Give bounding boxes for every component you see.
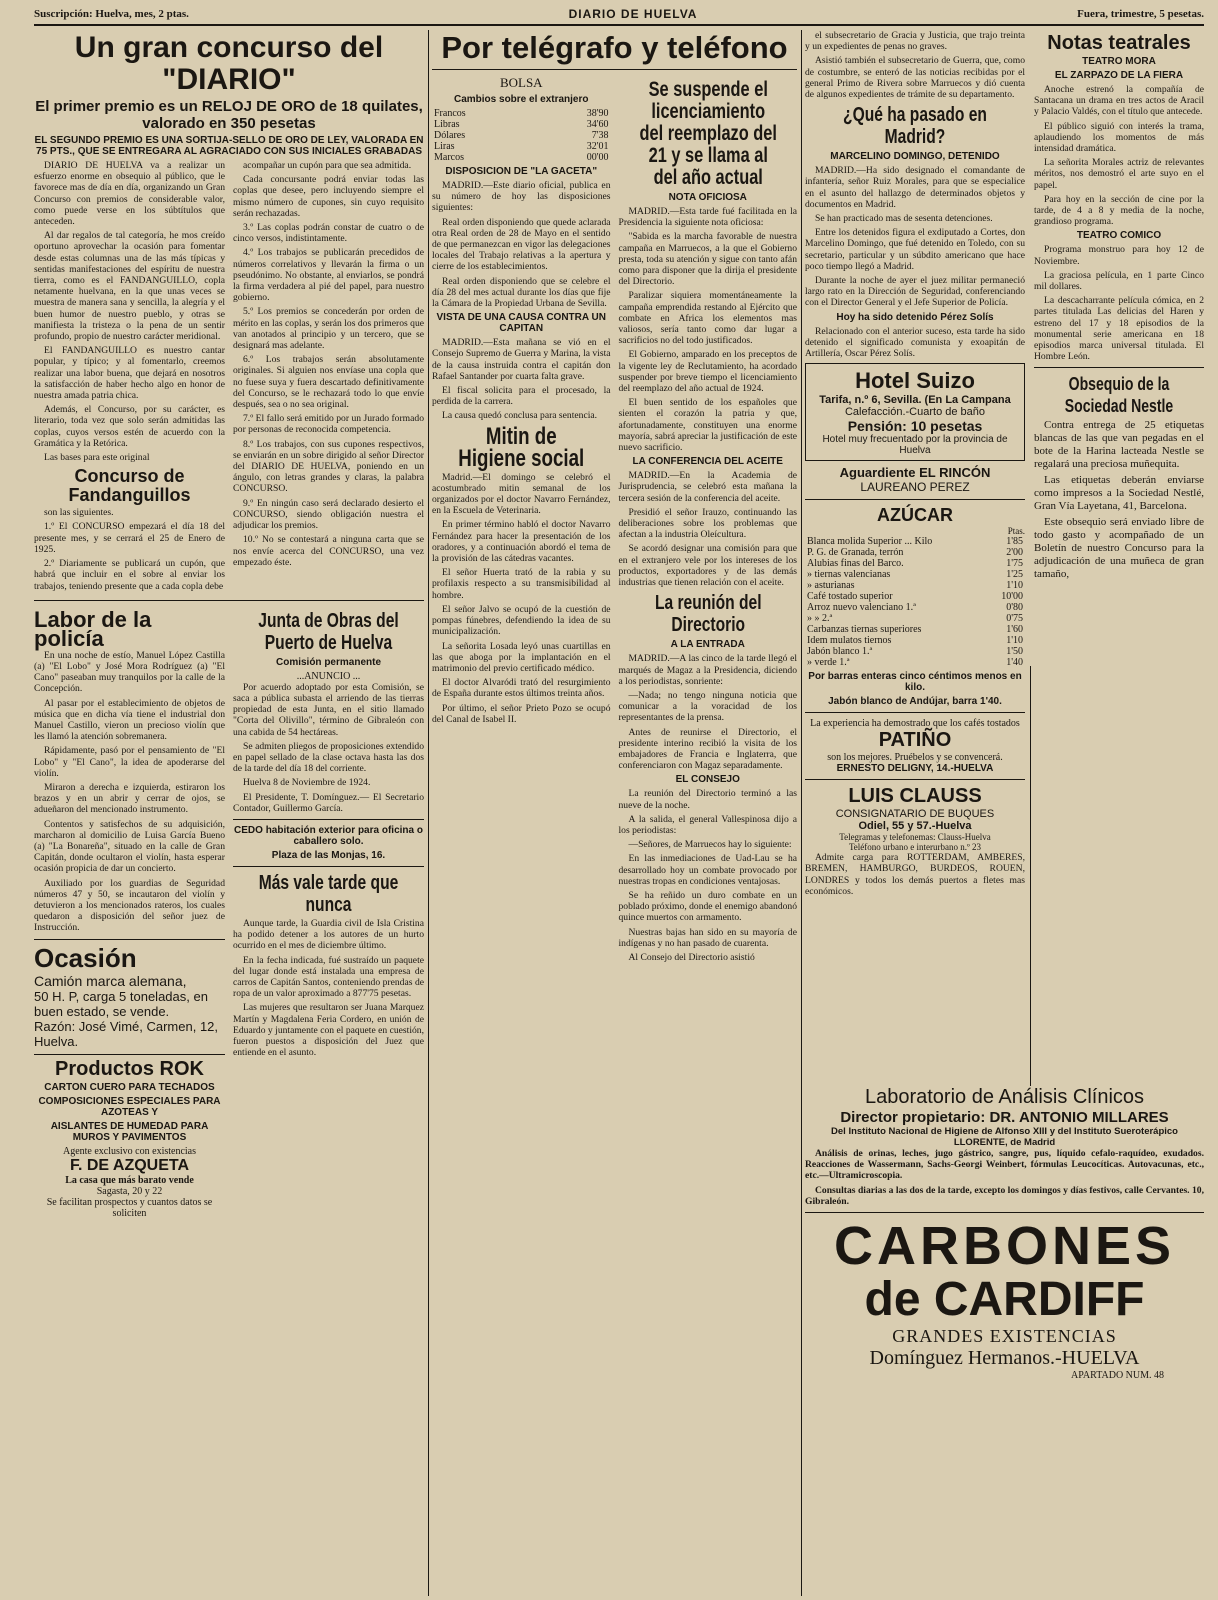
junta-sub: Comisión permanente [275,656,382,668]
mas-vale-title: Más vale tarde que nunca [258,871,399,916]
nestle-para: Las etiquetas deberán enviarse como impresos a la Sociedad Nestlé, Gran Vía Layetana, 41, Barcelona. [1034,474,1204,513]
bolsa-sub: Cambios sobre el extranjero [454,94,589,105]
azucar-row [805,646,1025,657]
mas-vale-para: Aunque tarde, la Guardia civil de Isla Cristina ha podido detener a los autores de un hurto ocurrido en el mes de diciembre último. [233,917,424,952]
mitin-para: En primer término habló el doctor Navarro Fernández para hacer la presentación de los oradores, y a continuación abordó el tema de la provisión de las cátedras vacantes. [432,519,611,565]
consejo-para: —Señores, de Marruecos hay lo siguiente: [628,839,792,851]
azucar-value: 1'85 [1006,536,1023,548]
mitin-para: Por último, el señor Prieto Pozo se ocupó del Canal de Isabel II. [432,702,611,725]
consejo-para: En las inmediaciones de Uad-Lau se ha desarrollado hoy un combate provocado por nuestras tropas en condiciones ventajosas. [618,853,797,887]
teatrales-title: Notas teatrales [1047,32,1191,54]
hotel-line2: Pensión: 10 pesetas [847,418,983,435]
patino-name: PATIÑO [878,729,952,752]
lab-hours: Consultas diarias a las dos de la tarde, excepto los domingos y días festivos, calle Cervantes. 10, Gibraleón. [805,1184,1204,1207]
azucar-name: Blanca molida Superior ... Kilo [807,536,933,548]
cedo-place: Plaza de las Monjas, 16. [271,849,386,861]
azucar-value: 1'10 [1006,635,1023,647]
ocasion-title: Ocasión [34,942,137,973]
que-pasado-para: Durante la noche de ayer el juez militar permaneció largo rato en la Dirección de Seguridad, conferenciando con el Director General y el Jefe Superior de Policía. [805,275,1025,309]
bolsa-name: Dólares [434,130,466,141]
teatrales-para: Anoche estrenó la compañía de Santacana un drama en tres actos de Aracil y Palacio Valdés, con el título que antecede. [1034,84,1204,118]
azucar-name: » » 2.ª [807,613,833,625]
bolsa-value: 32'01 [586,141,609,152]
junta-date: Huelva 8 de Noviembre de 1924. [243,777,371,789]
bases-para: 3.º Las coplas podrán constar de cuatro o de cinco versos, indistintamente. [233,222,424,245]
policia-para: Miraron a derecha e izquierda, estiraron los brazos y en un abrir y cerrar de ojos, se adueñaron del mencionado instrumento. [34,781,225,816]
hotel-address: Tarifa, n.º 6, Sevilla. (En La Campana [819,394,1011,407]
subscription-outside: Fuera, trimestre, 5 pesetas. [1077,8,1204,20]
comico-para: Programa monstruo para hoy 12 de Noviembre. [1034,244,1204,267]
masthead [34,6,1204,26]
que-pasado-para: Se han practicado mas de sesenta detenciones. [815,213,993,225]
licenciamiento-sub: NOTA OFICIOSA [668,192,747,203]
concurso-para: Además, el Concurso, por su carácter, es literario, toda vez que solo serán admitidas las coplas, cuyos versos estén de acuerdo con la Gramática y la Retórica. [34,404,225,449]
clauss-tel2: Teléfono urbano e interurbano n.º 23 [848,842,982,853]
azucar-note2: Jabón blanco de Andújar, barra 1'40. [828,696,1002,708]
reunion-title: La reunión del Directorio [654,592,762,637]
carbones-line3: GRANDES EXISTENCIAS [892,1326,1117,1347]
azucar-row [805,657,1025,668]
carbones-line4: Domínguez Hermanos.-HUELVA [869,1347,1140,1370]
bolsa-name: Marcos [434,152,464,163]
conferencia-para: Presidió el señor Irauzo, continuando las deliberaciones sobre los problemas que afectan a la industria Oleícultura. [618,506,797,541]
azucar-title: AZÚCAR [877,505,953,526]
patino-contact: ERNESTO DELIGNY, 14.-HUELVA [836,763,994,775]
rok-agent: F. DE AZQUETA [69,1156,190,1174]
policia-para: Al pasar por el establecimiento de objetos de música que en dicha vía tiene el industrial don Manuel Castillo, vieron un precioso violín que les llamó la atención sobremanera. [34,697,225,743]
que-pasado-sub: MARCELINO DOMINGO, DETENIDO [830,151,1000,163]
ocasion-text: 50 H. P, carga 5 toneladas, en buen estado, se vende. [34,988,208,1019]
licenciamiento-para: "Sabida es la marcha favorable de nuestra campaña en Marruecos, a la que el Gobierno presta, toda su atención y sigue con tanto afán como para disponer que la dirija el presidente del Directorio. [618,231,797,288]
rok-address: Sagasta, 20 y 22 [96,1185,163,1197]
que-pasado-para: Entre los detenidos figura el exdiputado a Cortes, don Marcelino Domingo, que fué detenido en Toledo, con su secretario, particular y un súbdito americano que hace poco tiempo llegó a Madrid. [805,227,1025,272]
policia-para: Auxiliado por los guardias de Seguridad números 47 y 50, se incautaron del violín y detuvieron a los mencionados rateros, los cuales quedaron a disposición del señor juez de Instrucción. [34,877,225,934]
aguardiente-line2: LAUREANO PEREZ [860,480,970,495]
licenciamiento-para: El Gobierno, amparado en los preceptos de la vigente ley de Reclutamiento, ha acordado suspender por breve tiempo el licenciamiento del reemplazo del año actual de 1924. [618,349,797,395]
consejo-para: A la salida, el general Vallespinosa dijo a los periodistas: [618,813,797,836]
bases-para: 6.º Los trabajos serán absolutamente originales. Si alguien nos envíase una copla que no fuese suya y fuera descartado definitivamente del Concurso, se le rechazará todo lo que envíe después, sea o no sea original. [233,354,424,411]
carbones-line5: APARTADO NUM. 48 [1071,1370,1164,1382]
nestle-para: Este obsequio será enviado libre de todo gasto y acompañado de un Boletín de nuestro Concurso para la adjudicación de una muñeca de gran tamaño, [1034,516,1204,581]
bases-para: 5.º Los premios se concederán por orden de mérito en las coplas, y serán los dos primeros que van anotados al principio y un tercero, que se designará mas adelante. [233,306,424,352]
gaceta-para: Real orden disponiendo que quede aclarada otra Real orden de 28 de Mayo en el sentido de que permanezcan en vigor las delegaciones locales del Trabajo relativas a la apertura y cierre de los establecimientos. [432,216,611,273]
mas-vale-para: En la fecha indicada, fué sustraído un paquete del lugar donde está instalada una empresa de carros de Capitán Santos, conteniendo prendas de ropa de un valor aproximado a 877'75 pesetas. [233,954,424,1000]
carbones-line2: de CARDIFF [864,1273,1145,1327]
fand-para: son las siguientes. [44,507,114,519]
column-1 [34,30,424,1596]
azucar-value: 1'75 [1006,558,1023,570]
bolsa-row [432,119,611,130]
consejo-para: Nuestras bajas han sido en su mayoría de indígenas y no han pasado de cuarenta. [618,926,797,949]
azucar-note: Por barras enteras cinco céntimos menos en kilo. [808,671,1022,694]
mitin-para: El doctor Alvaródi trató del resurgimiento de España durante estos últimos treinta años. [432,677,611,700]
rok-line: AISLANTES DE HUMEDAD PARA MUROS Y PAVIMENTOS [50,1120,209,1143]
concurso-sub2: EL SEGUNDO PREMIO ES UNA SORTIJA-SELLO DE ORO DE LEY, VALORADA EN 75 PTS., QUE SE ENTREGARA AL AGRACIADO CON SUS INICIALES GRABADAS [34,135,424,157]
reunion-sub: A LA ENTRADA [670,639,745,651]
concurso-subtitle: El primer premio es un RELOJ DE ORO de 18 quilates, valorado en 350 pesetas [35,98,423,132]
azucar-name: » verde 1.ª [807,657,850,669]
telegrafo-title: Por telégrafo y teléfono [441,30,788,65]
mitin-para: Madrid.—El domingo se celebró el acostumbrado mitin semanal de los organizados por el doctor Navarro Fernández, en la Escuela de Veterinaria. [432,471,611,517]
reunion-para: MADRID.—A las cinco de la tarde llegó el marqués de Magaz a la Presidencia, diciendo a los periodistas, sonriente: [618,653,797,687]
azucar-name: » tiernas valencianas [807,569,891,581]
bolsa-value: 00'00 [586,152,609,163]
azucar-value: 1'50 [1006,646,1023,658]
lab-inst: Del Instituto Nacional de Higiene de Alfonso XIII y del Instituto Sueroterápico LLORENTE, de Madrid [831,1126,1178,1148]
lab-text: Análisis de orinas, leches, jugo gástrico, sangre, pus, líquido cefalo-raquídeo, exudados. Reacciones de Wassermann, Sachs-Georgi Weinbert, fórmulas Leucocíticas. Autovacunas, etc., etc.—Ultramicroscopia. [805,1148,1204,1182]
bolsa-value: 34'60 [586,119,609,130]
bolsa-row [432,152,611,163]
azucar-name: Alubias finas del Barco. [807,558,904,570]
comico-para: La descacharrante película cómica, en 2 partes titulada Las delicias del Haren y estreno del 17 y 18 episodios de la monumental serie americana en 18 episodios marca universal titulada. El Hombre León. [1034,295,1204,363]
fand-para: 1.º El CONCURSO empezará el día 18 del presente mes, y se cerrará el 25 de Enero de 1925. [34,521,225,555]
rok-line: COMPOSICIONES ESPECIALES PARA AZOTEAS Y [38,1095,221,1118]
cedo-text: CEDO habitación exterior para oficina o caballero solo. [234,824,423,847]
mitin-para: El señor Huerta trató de la rabia y su profilaxis respecto a su transmisibilidad al hombre. [432,567,611,601]
licenciamiento-para: El buen sentido de los españoles que sienten el corazón la patria y que, afortunadamente, constituyen una enorme mayoría, sabrá apreciar la justificación de este nuevo sacrificio. [618,397,797,454]
azucar-unit: Ptas. [1007,526,1025,537]
teatro-comico: TEATRO COMICO [1076,230,1162,242]
bolsa-name: Francos [434,108,466,119]
azucar-name: Café tostado superior [807,591,893,603]
azucar-name: Arroz nuevo valenciano 1.ª [807,602,916,614]
bases-para: 9.º En ningún caso será declarado desierto el CONCURSO, siendo obligación nuestra el adjudicar los premios. [233,497,424,532]
capitan-para: La causa quedó conclusa para sentencia. [442,410,598,422]
capitan-title: VISTA DE UNA CAUSA CONTRA UN CAPITAN [436,312,606,335]
bases-para: 7.º El fallo será emitido por un Jurado formado por personas de reconocida competencia. [233,413,424,436]
bases-para: Cada concursante podrá enviar todas las coplas que desee, pero incluyendo siempre el mismo número de cupones, sin cuyo requisito serán rechazadas. [233,174,424,219]
consejo-para: Al Consejo del Directorio asistió [628,951,755,963]
conferencia-title: LA CONFERENCIA DEL ACEITE [632,456,783,468]
licenciamiento-para: Paralizar siquiera momentáneamente la campaña emprendida restando al Ejército que combate en Africa los elementos mas valiosos, sería tanto como dar lugar a sacrificios no del todo justificados. [618,290,797,347]
concurso-para: El FANDANGUILLO es nuestro cantar popular, y típico; y al fomentarlo, creemos realizar una labor buena, que dejará en nosotros la satisfacción de haber hecho algo en honor de nuestra amada patria chica. [34,345,225,402]
azucar-name: P. G. de Granada, terrón [807,547,904,559]
azucar-value: 0'75 [1006,613,1023,625]
azucar-row [805,580,1025,591]
capitan-para: El fiscal solicita para el procesado, la perdida de la carrera. [432,385,611,408]
lab-title: Laboratorio de Análisis Clínicos [864,1086,1145,1108]
nestle-para: Contra entrega de 25 etiquetas blancas de las que van pegadas en el bote de la Harina lacteada Nestle se regalará una preciosa muñequita. [1034,419,1204,471]
azucar-row [805,635,1025,646]
fandanguillos-title: Concurso de Fandanguillos [68,466,191,506]
azucar-value: 1'40 [1006,657,1023,669]
que-pasado-title: ¿Qué ha pasado en Madrid? [843,104,987,149]
bolsa-row [432,141,611,152]
fand-para: 2.º Diariamente se publicará un cupón, que habrá que incluir en el sobre al enviar los trabajos, teniendo presente que a cada copla debe [34,558,225,592]
azucar-value: 0'80 [1006,602,1023,614]
clauss-name: LUIS CLAUSS [848,785,982,808]
hotel-line3: Hotel muy frecuentado por la provincia de Huelva [822,434,1008,457]
azucar-value: 10'00 [1001,591,1023,603]
licenciamiento-title: Se suspende el licenciamiento del reemplazo del 21 y se llama al del año actual [639,78,777,189]
junta-para: Se admiten pliegos de proposiciones extendido en papel sellado de la clase octava hasta las dos de la tarde del día 18 del corriente. [233,740,424,775]
patino-line: son los mejores. Pruébelos y se convencerá. [827,752,1003,764]
consejo-title: EL CONSEJO [675,774,740,786]
bolsa-title: BOLSA [499,75,543,90]
azucar-table [805,536,1025,668]
solis-para: Relacionado con el anterior suceso, esta tarde ha sido detenido el significado comunista y exoapitán de Artillería, Oscar Pérez Solís. [805,325,1025,360]
junta-sign: El Presidente, T. Domínguez.— El Secretario Contador, Guillermo García. [233,791,424,814]
hotel-ad [805,363,1025,461]
concurso-para: Al dar regalos de tal categoría, he mos creído oportuno aprovechar la ocasión para fomentar desde estas columnas una de las más típicas y sentidas manifestaciones del espíritu de nuestra tierra, como es el FANDANGUILLO, copla netamente huelvana, en la que unas veces se muestra de manera sana y sencilla, la alegría y el buen humor de nuestro pueblo, y otras se manifiesta la tristeza o la pena de un sentir profundo, propio de nuestro carácter meridional. [34,230,225,343]
capitan-para: MADRID.—Esta mañana se vió en el Consejo Supremo de Guerra y Marina, la vista de la causa instruida contra el capitán don Rafael Santander por cuarta falta grave. [432,337,611,382]
azucar-name: Carbanzas tiernas superiores [807,624,922,636]
azucar-row [805,602,1025,613]
ocasion-lead: Camión marca alemana, [34,972,187,989]
teatro-mora: TEATRO MORA [1082,56,1156,67]
policia-title: Labor de la policía [34,606,152,651]
azucar-row [805,624,1025,635]
clauss-text: Admite carga para ROTTERDAM, AMBERES, BREMEN, HAMBURGO, BURDEOS, ROUEN, LONDRES y todos los demás puertos a fletes mas económicos. [805,852,1025,897]
bolsa-value: 7'38 [591,130,609,141]
azucar-name: Jabón blanco 1.ª [807,646,873,658]
bases-para: 4.º Los trabajos se publicarán precedidos de números correlativos y llevarán la firma o un pseudónimo. No obstante, al enviarlos, se pondrá la firma verdadera al pié del papel, para nuestro gobierno. [233,247,424,304]
reunion-para: —Nada; no tengo ninguna noticia que comunicar a la voracidad de los representantes de la prensa. [618,689,797,724]
policia-para: Rápidamente, pasó por el pensamiento de "El Lobo" y "El Cano", la idea de apoderarse del violín. [34,745,225,779]
mitin-title: Mitin de Higiene social [458,422,585,472]
mitin-para: La señorita Losada leyó unas cuartillas en las que aboga por la implantación en el matrimonio del previo certificado médico. [432,640,611,674]
azucar-value: 1'25 [1006,569,1023,581]
azucar-row [805,613,1025,624]
play-title: EL ZARPAZO DE LA FIERA [1054,70,1184,81]
azucar-value: 1'10 [1006,580,1023,592]
clauss-sub: CONSIGNATARIO DE BUQUES [835,808,995,821]
que-pasado-para: MADRID.—Ha sido designado el comandante de infantería, señor Ruiz Morales, para que se especialice en el asunto del hallazgo de determinados objetos y documentos en Madrid. [805,165,1025,210]
bolsa-name: Liras [434,141,455,152]
junta-para: Por acuerdo adoptado por esta Comisión, se saca a pública subasta el arriendo de las tierras propiedad de esta Junta, en el sitio llamado "Corta del Olivillo", término de Gibraleón con una cabida de 54 hectáreas. [233,681,424,738]
azucar-row [805,547,1025,558]
azucar-row [805,591,1025,602]
concurso-title: Un gran concurso del "DIARIO" [74,31,384,96]
junta-title: Junta de Obras del Puerto de Huelva [258,609,399,654]
clauss-tel: Telegramas y telefonemas: Clauss-Huelva [839,832,991,843]
bases-para: 8.º Los trabajos, con sus cupones respectivos, se enviarán en un sobre dirigido al señor Director del DIARIO DE HUELVA, poniendo en un ángulo, con letras grandes y claras, la palabra CONCURSO. [233,438,424,495]
azucar-name: Idem mulatos tiernos [807,635,892,647]
hotel-title: Hotel Suizo [855,368,975,394]
policia-para: Contentos y satisfechos de su adquisición, marcharon al domicilio de Luisa García Bueno (a) "La Bonareña", situado en la calle de Gran Capitán, donde ocultaron el violín, hasta esperar ocasión propicia de dar un concierto. [34,818,225,875]
rok-agent-label: Agente exclusivo con existencias [62,1145,196,1157]
consejo-para: La reunión del Directorio terminó a las nueve de la noche. [618,788,797,811]
newspaper-name: DIARIO DE HUELVA [568,7,698,21]
azucar-row [805,569,1025,580]
subsecretario-para: el subsecretario de Gracia y Justicia, que trajo treinta y un expedientes de penas no graves. [805,30,1025,53]
ocasion-contact: Razón: José Vimé, Carmen, 12, Huelva. [34,1018,219,1049]
patino-intro: La experiencia ha demostrado que los cafés tostados [810,718,1020,730]
lab-director: Director propietario: DR. ANTONIO MILLARES [840,1109,1169,1126]
clauss-addr: Odiel, 55 y 57.-Huelva [858,820,972,833]
junta-anuncio: ...ANUNCIO ... [296,670,361,682]
azucar-row [805,558,1025,569]
bolsa-value: 38'90 [586,108,609,119]
bases-para: acompañar un cupón para que sea admitida. [243,160,412,171]
subscription-local: Suscripción: Huelva, mes, 2 ptas. [34,8,189,20]
bolsa-table [432,108,611,163]
concurso-para: DIARIO DE HUELVA va a realizar un esfuerzo enorme en obsequio al público, que le favorece mas de día en día, organizando un Gran Concurso con premios de considerable valor, como puede verse en los súbtítulos que anteceden. [34,160,225,228]
aguardiente-line1: Aguardiente EL RINCÓN [839,465,991,481]
mitin-para: El señor Jalvo se ocupó de la cuestión de pompas fúnebres, defendiendo la idea de su municipalización. [432,603,611,638]
gaceta-para: Real orden disponiendo que se celebre el día 28 del mes actual durante los días que fije la Cámara de la Propiedad Urbana de Sevilla. [432,275,611,310]
policia-para: En una noche de estío, Manuel López Castilla (a) "El Lobo" y José Mora Rodríguez (a) "El Cano" paseaban muy tranquilos por la calle de la Concepción. [34,649,225,695]
azucar-row [805,536,1025,547]
reunion-para: Antes de reunirse el Directorio, el presidente interino recibió la visita de los embajadores de Francia e Inglaterra, que conferenciaron con Magaz separadamente. [618,726,797,772]
rok-line: CARTON CUERO PARA TECHADOS [44,1081,215,1093]
bases-para: 10.º No se contestará a ninguna carta que se nos envíe acerca del CONCURSO, una vez empezado éste. [233,534,424,568]
rok-title: Productos ROK [55,1057,204,1080]
gaceta-para: MADRID.—Este diario oficial, publica en su número de hoy las disposiciones siguientes: [432,180,611,214]
nestle-title: Obsequio de la Sociedad Nestle [1064,374,1174,417]
bolsa-row [432,108,611,119]
teatrales-para: El público siguió con interés la trama, aplaudiendo los momentos de más intensidad dramática. [1034,120,1204,155]
teatrales-para: Para hoy en la sección de cine por la tarde, de 4 a 8 y media de la noche, grandioso programa. [1034,193,1204,228]
bolsa-row [432,130,611,141]
mas-vale-para: Las mujeres que resultaron ser Juana Marquez Martín y Magdalena Feria Cordero, en unión de Eduardo y juntamente con el paquete en cuestión, fueron puestos a disposición del Juez que entiende en el asunto. [233,1002,424,1059]
rok-note: Se facilitan prospectos y cuantos datos se soliciten [46,1196,213,1219]
azucar-name: » asturianas [807,580,855,592]
concurso-para: Las bases para este original [44,452,150,464]
azucar-value: 2'00 [1006,547,1023,559]
teatrales-para: La señorita Morales actriz de relevantes méritos, nos demostró el arte suyo en el papel. [1034,157,1204,191]
licenciamiento-para: MADRID.—Esta tarde fué facilitada en la Presidencia la siguiente nota oficiosa: [618,206,797,229]
rok-slogan: La casa que más barato vende [65,1174,194,1186]
bottom-right-ads [805,1086,1204,1596]
comico-para: La graciosa película, en 1 parte Cinco mil dollares. [1034,269,1204,293]
conferencia-para: Se acordó designar una comisión para que en el extranjero vele por los intereses de los productos, exportadores y de las demás industrias que tienen relación con el aceite. [618,543,797,589]
azucar-value: 1'60 [1006,624,1023,636]
solis-title: Hoy ha sido detenido Pérez Solís [836,311,994,323]
gaceta-title: DISPOSICION DE "LA GACETA" [445,166,598,177]
consejo-para: Se ha reñido un duro combate en un poblado próximo, donde el enemigo abandonó quince muertos con armamento. [618,889,797,924]
subsecretario-para: Asistió también el subsecretario de Guerra, que, como de costumbre, se enteró de las noticias recibidas por el general Primo de Rivera sobre Marruecos y dió cuenta de algunos expedientes de trámite de su departamento. [805,55,1025,101]
column-2 [432,30,797,1596]
carbones-line1: CARBONES [833,1216,1176,1277]
hotel-line1: Calefacción.-Cuarto de baño [844,406,986,419]
conferencia-para: MADRID.—En la Academia de Jurisprudencia, se celebró esta mañana la tercera sesión de la conferencia del aceite. [618,470,797,504]
bolsa-name: Libras [434,119,460,130]
